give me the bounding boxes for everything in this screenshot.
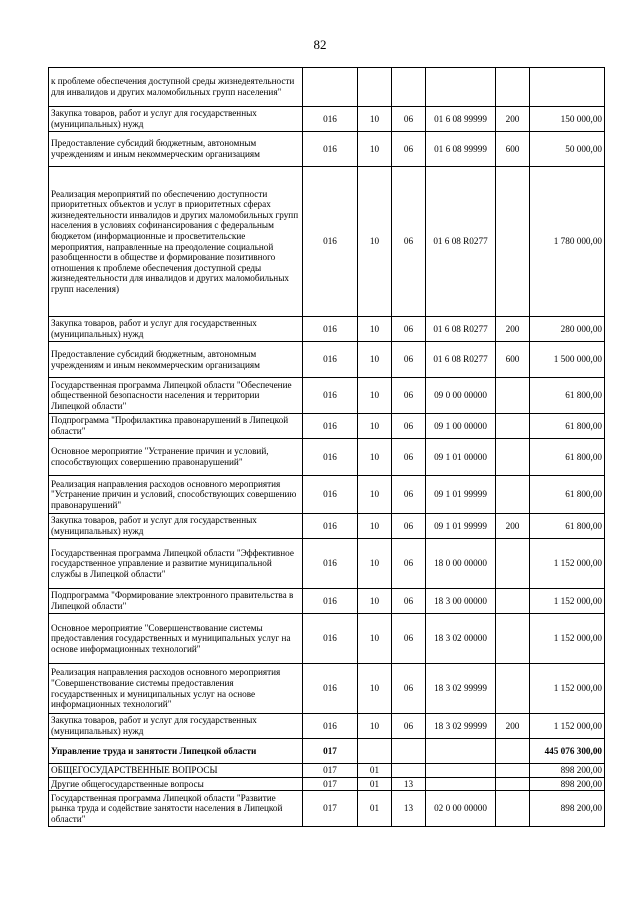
table-row — [49, 777, 605, 791]
amount-cell: 1 152 000,00 — [530, 664, 605, 714]
section-code-cell: 10 — [358, 514, 392, 539]
row-name-cell: Управление труда и занятости Липецкой области — [49, 739, 303, 764]
row-name-cell: Реализация направления расходов основного мероприятия "Совершенствование системы предоставления государственных и муниципальных услуг на основе информационных технологий" — [49, 664, 303, 714]
ministry-code-cell: 016 — [303, 514, 358, 539]
budget-table-body — [49, 68, 605, 827]
ministry-code-cell: 016 — [303, 476, 358, 514]
table-row — [49, 439, 605, 476]
target-article-cell — [426, 68, 496, 107]
target-article-cell: 09 1 00 00000 — [426, 414, 496, 439]
amount-cell: 445 076 300,00 — [530, 739, 605, 764]
section-code-cell: 10 — [358, 614, 392, 664]
section-code-cell: 10 — [358, 439, 392, 476]
expense-type-cell — [496, 777, 530, 791]
expense-type-cell — [496, 589, 530, 614]
subsection-code-cell — [392, 739, 426, 764]
row-name-cell: Закупка товаров, работ и услуг для государственных (муниципальных) нужд — [49, 514, 303, 539]
expense-type-cell — [496, 739, 530, 764]
target-article-cell — [426, 777, 496, 791]
target-article-cell: 01 6 08 R0277 — [426, 342, 496, 378]
section-code-cell: 01 — [358, 777, 392, 791]
ministry-code-cell: 016 — [303, 539, 358, 589]
row-name-cell: ОБЩЕГОСУДАРСТВЕННЫЕ ВОПРОСЫ — [49, 764, 303, 778]
target-article-cell: 02 0 00 00000 — [426, 791, 496, 827]
subsection-code-cell: 06 — [392, 342, 426, 378]
section-code-cell: 10 — [358, 414, 392, 439]
row-name-cell: Реализация направления расходов основного мероприятия "Устранение причин и условий, способствующих совершению правонарушений" — [49, 476, 303, 514]
row-name-cell: Другие общегосударственные вопросы — [49, 777, 303, 791]
amount-cell: 61 800,00 — [530, 378, 605, 414]
expense-type-cell — [496, 167, 530, 317]
expense-type-cell: 200 — [496, 714, 530, 739]
row-name-cell: Закупка товаров, работ и услуг для государственных (муниципальных) нужд — [49, 107, 303, 132]
subsection-code-cell: 06 — [392, 439, 426, 476]
expense-type-cell: 200 — [496, 107, 530, 132]
target-article-cell: 09 1 01 99999 — [426, 514, 496, 539]
target-article-cell: 01 6 08 R0277 — [426, 167, 496, 317]
table-row — [49, 414, 605, 439]
table-row — [49, 739, 605, 764]
target-article-cell: 18 3 02 99999 — [426, 714, 496, 739]
expense-type-cell: 600 — [496, 342, 530, 378]
row-name-cell: Подпрограмма "Формирование электронного правительства в Липецкой области" — [49, 589, 303, 614]
amount-cell: 898 200,00 — [530, 764, 605, 778]
table-row — [49, 132, 605, 167]
ministry-code-cell: 016 — [303, 439, 358, 476]
ministry-code-cell: 017 — [303, 764, 358, 778]
row-name-cell: Подпрограмма "Профилактика правонарушений в Липецкой области" — [49, 414, 303, 439]
row-name-cell: Основное мероприятие "Совершенствование системы предоставления государственных и муниципальных услуг на основе информационных технологий" — [49, 614, 303, 664]
row-name-cell: Реализация мероприятий по обеспечению доступности приоритетных объектов и услуг в приоритетных сферах жизнедеятельности инвалидов и других маломобильных групп населения в условиях софинансирования с федеральным бюджетом (информационные и просветительские мероприятия, направленные на преодоление социальной разобщенности в обществе и формирование позитивного отношения к проблеме обеспечения доступной среды жизнедеятельности для инвалидов и других маломобильных групп населения) — [49, 167, 303, 317]
target-article-cell: 18 3 00 00000 — [426, 589, 496, 614]
table-row — [49, 68, 605, 107]
amount-cell: 50 000,00 — [530, 132, 605, 167]
ministry-code-cell: 016 — [303, 342, 358, 378]
subsection-code-cell: 06 — [392, 317, 426, 342]
subsection-code-cell: 06 — [392, 664, 426, 714]
target-article-cell: 18 0 00 00000 — [426, 539, 496, 589]
section-code-cell — [358, 68, 392, 107]
target-article-cell: 01 6 08 R0277 — [426, 317, 496, 342]
subsection-code-cell: 06 — [392, 476, 426, 514]
ministry-code-cell: 016 — [303, 589, 358, 614]
amount-cell — [530, 68, 605, 107]
amount-cell: 898 200,00 — [530, 777, 605, 791]
section-code-cell: 10 — [358, 132, 392, 167]
section-code-cell: 10 — [358, 342, 392, 378]
expense-type-cell — [496, 439, 530, 476]
budget-table — [48, 67, 605, 827]
ministry-code-cell: 016 — [303, 132, 358, 167]
subsection-code-cell: 06 — [392, 589, 426, 614]
subsection-code-cell: 06 — [392, 414, 426, 439]
section-code-cell: 10 — [358, 107, 392, 132]
table-row — [49, 317, 605, 342]
amount-cell: 1 500 000,00 — [530, 342, 605, 378]
subsection-code-cell: 06 — [392, 132, 426, 167]
amount-cell: 1 152 000,00 — [530, 539, 605, 589]
amount-cell: 1 152 000,00 — [530, 589, 605, 614]
expense-type-cell: 200 — [496, 514, 530, 539]
row-name-cell: Государственная программа Липецкой области "Эффективное государственное управление и развитие муниципальной службы в Липецкой области" — [49, 539, 303, 589]
target-article-cell — [426, 739, 496, 764]
ministry-code-cell: 017 — [303, 777, 358, 791]
amount-cell: 150 000,00 — [530, 107, 605, 132]
row-name-cell: Государственная программа Липецкой области "Развитие рынка труда и содействие занятости населения в Липецкой области" — [49, 791, 303, 827]
subsection-code-cell: 06 — [392, 514, 426, 539]
expense-type-cell — [496, 539, 530, 589]
expense-type-cell — [496, 378, 530, 414]
row-name-cell: к проблеме обеспечения доступной среды жизнедеятельности для инвалидов и других маломобильных групп населения" — [49, 68, 303, 107]
ministry-code-cell: 016 — [303, 614, 358, 664]
section-code-cell: 10 — [358, 589, 392, 614]
table-row — [49, 589, 605, 614]
section-code-cell: 10 — [358, 317, 392, 342]
subsection-code-cell: 13 — [392, 791, 426, 827]
table-row — [49, 107, 605, 132]
subsection-code-cell — [392, 764, 426, 778]
ministry-code-cell — [303, 68, 358, 107]
target-article-cell: 09 0 00 00000 — [426, 378, 496, 414]
expense-type-cell — [496, 68, 530, 107]
ministry-code-cell: 016 — [303, 167, 358, 317]
row-name-cell: Предоставление субсидий бюджетным, автономным учреждениям и иным некоммерческим организациям — [49, 132, 303, 167]
row-name-cell: Закупка товаров, работ и услуг для государственных (муниципальных) нужд — [49, 317, 303, 342]
expense-type-cell — [496, 414, 530, 439]
table-row — [49, 514, 605, 539]
section-code-cell: 10 — [358, 664, 392, 714]
ministry-code-cell: 016 — [303, 378, 358, 414]
expense-type-cell — [496, 476, 530, 514]
section-code-cell: 01 — [358, 791, 392, 827]
table-row — [49, 378, 605, 414]
row-name-cell: Основное мероприятие "Устранение причин и условий, способствующих совершению правонарушений" — [49, 439, 303, 476]
section-code-cell: 10 — [358, 714, 392, 739]
amount-cell: 280 000,00 — [530, 317, 605, 342]
section-code-cell — [358, 739, 392, 764]
table-row — [49, 342, 605, 378]
target-article-cell: 18 3 02 00000 — [426, 614, 496, 664]
subsection-code-cell: 06 — [392, 539, 426, 589]
subsection-code-cell — [392, 68, 426, 107]
subsection-code-cell: 13 — [392, 777, 426, 791]
amount-cell: 61 800,00 — [530, 439, 605, 476]
ministry-code-cell: 016 — [303, 107, 358, 132]
ministry-code-cell: 016 — [303, 414, 358, 439]
amount-cell: 1 152 000,00 — [530, 714, 605, 739]
table-row — [49, 614, 605, 664]
target-article-cell: 09 1 01 00000 — [426, 439, 496, 476]
expense-type-cell — [496, 614, 530, 664]
expense-type-cell: 600 — [496, 132, 530, 167]
amount-cell: 898 200,00 — [530, 791, 605, 827]
expense-type-cell — [496, 764, 530, 778]
expense-type-cell — [496, 664, 530, 714]
subsection-code-cell: 06 — [392, 614, 426, 664]
page-number: 82 — [313, 37, 327, 52]
table-row — [49, 714, 605, 739]
amount-cell: 1 152 000,00 — [530, 614, 605, 664]
section-code-cell: 01 — [358, 764, 392, 778]
section-code-cell: 10 — [358, 167, 392, 317]
table-row — [49, 167, 605, 317]
target-article-cell — [426, 764, 496, 778]
row-name-cell: Предоставление субсидий бюджетным, автономным учреждениям и иным некоммерческим организациям — [49, 342, 303, 378]
subsection-code-cell: 06 — [392, 167, 426, 317]
amount-cell: 1 780 000,00 — [530, 167, 605, 317]
subsection-code-cell: 06 — [392, 714, 426, 739]
ministry-code-cell: 016 — [303, 664, 358, 714]
amount-cell: 61 800,00 — [530, 414, 605, 439]
expense-type-cell: 200 — [496, 317, 530, 342]
table-row — [49, 664, 605, 714]
target-article-cell: 01 6 08 99999 — [426, 107, 496, 132]
ministry-code-cell: 016 — [303, 714, 358, 739]
target-article-cell: 18 3 02 99999 — [426, 664, 496, 714]
table-row — [49, 539, 605, 589]
table-row — [49, 476, 605, 514]
expense-type-cell — [496, 791, 530, 827]
table-row — [49, 764, 605, 778]
section-code-cell: 10 — [358, 476, 392, 514]
section-code-cell: 10 — [358, 539, 392, 589]
row-name-cell: Закупка товаров, работ и услуг для государственных (муниципальных) нужд — [49, 714, 303, 739]
ministry-code-cell: 017 — [303, 739, 358, 764]
ministry-code-cell: 016 — [303, 317, 358, 342]
target-article-cell: 09 1 01 99999 — [426, 476, 496, 514]
row-name-cell: Государственная программа Липецкой области "Обеспечение общественной безопасности населения и территории Липецкой области" — [49, 378, 303, 414]
subsection-code-cell: 06 — [392, 107, 426, 132]
amount-cell: 61 800,00 — [530, 476, 605, 514]
subsection-code-cell: 06 — [392, 378, 426, 414]
ministry-code-cell: 017 — [303, 791, 358, 827]
target-article-cell: 01 6 08 99999 — [426, 132, 496, 167]
amount-cell: 61 800,00 — [530, 514, 605, 539]
table-row — [49, 791, 605, 827]
section-code-cell: 10 — [358, 378, 392, 414]
